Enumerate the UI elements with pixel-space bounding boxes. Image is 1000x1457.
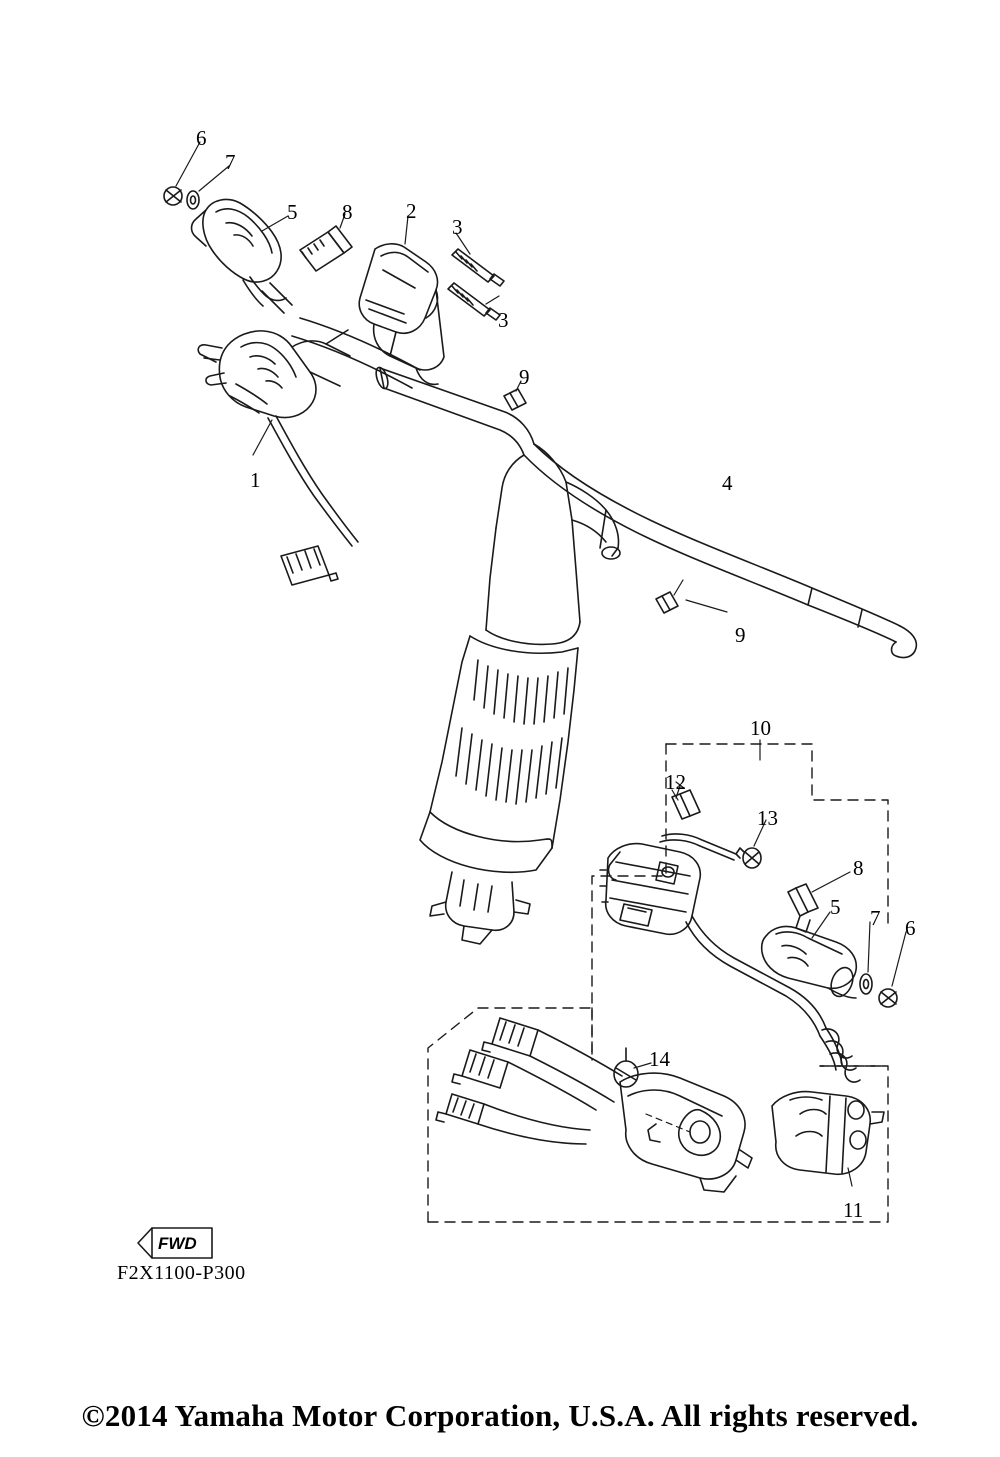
callout-9-right: 9 (735, 623, 746, 647)
callout-13: 13 (757, 806, 778, 830)
callout-1: 1 (250, 468, 261, 492)
part-code-label: F2X1100-P300 (117, 1262, 246, 1284)
callout-9-left: 9 (519, 365, 530, 389)
callout-4: 4 (722, 471, 733, 495)
callout-5-upper-left: 5 (287, 200, 298, 224)
fwd-arrow-label: FWD (158, 1234, 197, 1253)
callout-6-lower: 6 (905, 916, 916, 940)
callout-14: 14 (649, 1047, 670, 1071)
callout-12: 12 (665, 770, 686, 794)
callout-8-upper: 8 (342, 200, 353, 224)
callout-7-lower: 7 (870, 906, 881, 930)
callout-11: 11 (843, 1198, 864, 1222)
callout-5-lower: 5 (830, 895, 841, 919)
callout-6-upper-left: 6 (196, 126, 207, 150)
callout-3-lower: 3 (498, 308, 509, 332)
copyright-notice: ©2014 Yamaha Motor Corporation, U.S.A. All rights reserved. (81, 1398, 919, 1433)
callout-10: 10 (750, 716, 771, 740)
callout-2: 2 (406, 199, 417, 223)
callout-3-upper: 3 (452, 215, 463, 239)
callout-8-lower: 8 (853, 856, 864, 880)
callout-7-upper-left: 7 (225, 150, 236, 174)
